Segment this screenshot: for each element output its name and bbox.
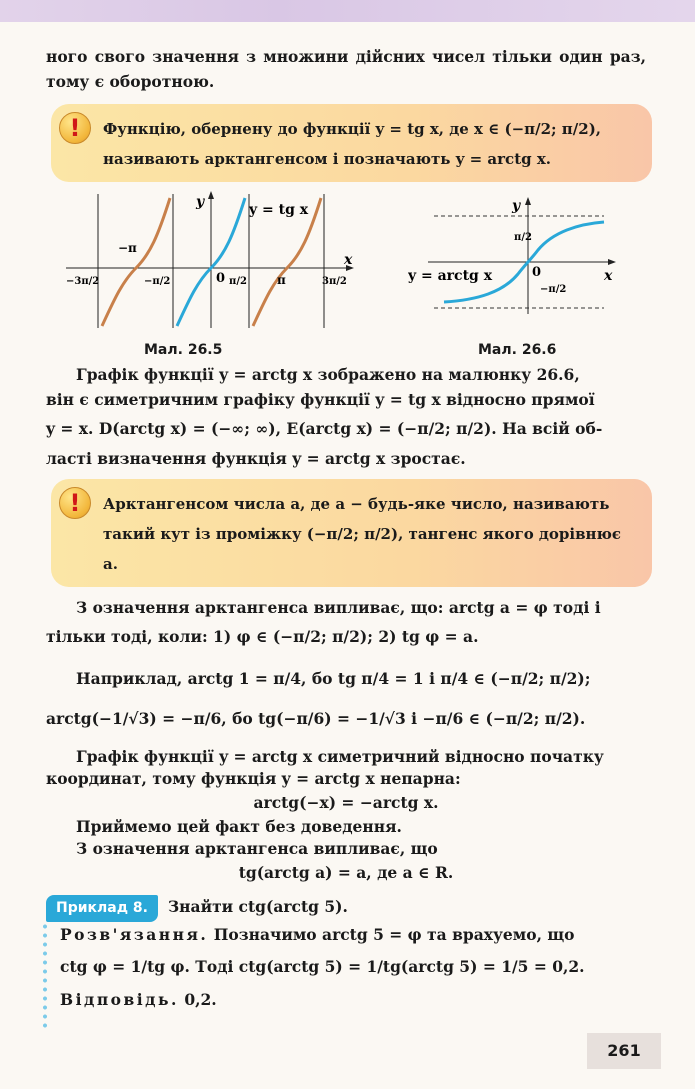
fig1-tick-pi2: π/2 [229,276,247,287]
figure-tangent-graph [66,190,366,330]
fig1-x-axis-label: x [344,252,353,268]
callout2-line2: такий кут із проміжку (−π/2; π/2), тангенс якого дорівнює a. [103,525,622,573]
fig1-origin-label: 0 [216,271,226,286]
paragraph-arctg-graph [46,362,646,471]
page-number: 261 [587,1033,661,1069]
fig1-caption: Мал. 26.5 [144,342,223,358]
para1-line1: Графік функції y = arctg x зображено на малюнку 26.6, [76,365,580,384]
fig2-y-axis-label: y [512,198,521,214]
fig1-tick-minus-pi: −π [118,241,137,255]
fig2-x-axis-label: x [604,268,613,284]
fig2-origin-label: 0 [532,265,542,280]
definition-callout-arctangent [51,479,652,587]
callout1-line1: Функцію, обернену до функції y = tg x, де x ∈ (−π/2; π/2), [103,120,602,138]
example-8-block [46,894,646,1012]
example8-task: Знайти ctg(arctg 5). [168,897,348,916]
example8-heading [46,894,646,922]
fig1-curve-label: y = tg x [249,202,309,218]
fig2-tick-pi2: π/2 [514,232,532,243]
para2-line2: тільки тоді, коли: 1) φ ∈ (−π/2; π/2); 2) tg φ = a. [46,627,479,646]
fig1-tick-pi: π [277,273,286,287]
para3-line3: Приймемо цей факт без доведення. [76,817,402,836]
para1-line2: він є симетричним графіку функції y = tg x відносно прямої [46,390,595,409]
fig1-tick-minus-3pi2: −3π/2 [66,276,100,287]
top-decoration-bar [0,0,695,22]
para3-formula2: tg(arctg a) = a, де a ∈ R. [238,863,454,882]
dotted-margin-line [42,922,48,1030]
definition-callout-tangent [51,104,652,182]
callout2-line1: Арктангенсом числа a, де a − будь-яке число, називають [103,495,610,513]
para1-line4: ласті визначення функція y = arctg x зростає. [46,449,466,468]
exclamation-icon: ! [59,112,91,144]
solution-line2: ctg φ = 1/tg φ. Тоді ctg(arctg 5) = 1/tg(arctg 5) = 1/5 = 0,2. [60,957,585,976]
example-line1: Наприклад, arctg 1 = π/4, бо tg π/4 = 1 і π/4 ∈ (−π/2; π/2); [76,669,591,688]
exclamation-icon: ! [59,487,91,519]
para2-line1: З означення арктангенса випливає, що: arctg a = φ тоді і [76,598,601,617]
fig2-tick-minus-pi2: −π/2 [540,284,567,295]
paragraph-odd-function [46,746,646,886]
fig2-caption: Мал. 26.6 [478,342,557,358]
para3-line1: Графік функції y = arctg x симетричний відносно початку [76,747,604,766]
example8-badge: Приклад 8. [46,895,158,922]
callout1-line2: називають арктангенсом і позначають y = arctg x. [103,150,551,168]
figure-arctangent-graph [408,196,618,316]
fig1-tick-3pi2: 3π/2 [322,276,347,287]
fig2-curve-label: y = arctg x [408,268,493,284]
intro-text: ного свого значення з множини дійсних чисел тільки один раз, тому є оборотною. [46,47,646,91]
page-body [46,44,646,1012]
figures-row [46,190,646,360]
paragraph-definition-consequence [46,595,646,654]
para3-formula: arctg(−x) = −arctg x. [253,793,439,812]
answer-label: Відповідь. [60,990,179,1009]
fig1-y-axis-label: y [196,194,205,210]
para3-line2: координат, тому функція y = arctg x непарна: [46,769,461,788]
para1-line3: y = x. D(arctg x) = (−∞; ∞), E(arctg x) = (−π/2; π/2). На всій об- [46,419,603,438]
solution-text: Позначимо arctg 5 = φ та врахуемо, що [213,925,575,944]
answer-value: 0,2. [184,990,217,1009]
example-line2: arctg(−1/√3) = −π/6, бо tg(−π/6) = −1/√3 і −π/6 ∈ (−π/2; π/2). [46,709,586,728]
solution-label: Розв'язання. [60,925,209,944]
para3-line4: З означення арктангенса випливає, що [76,839,438,858]
fig1-tick-minus-pi2: −π/2 [144,276,171,287]
